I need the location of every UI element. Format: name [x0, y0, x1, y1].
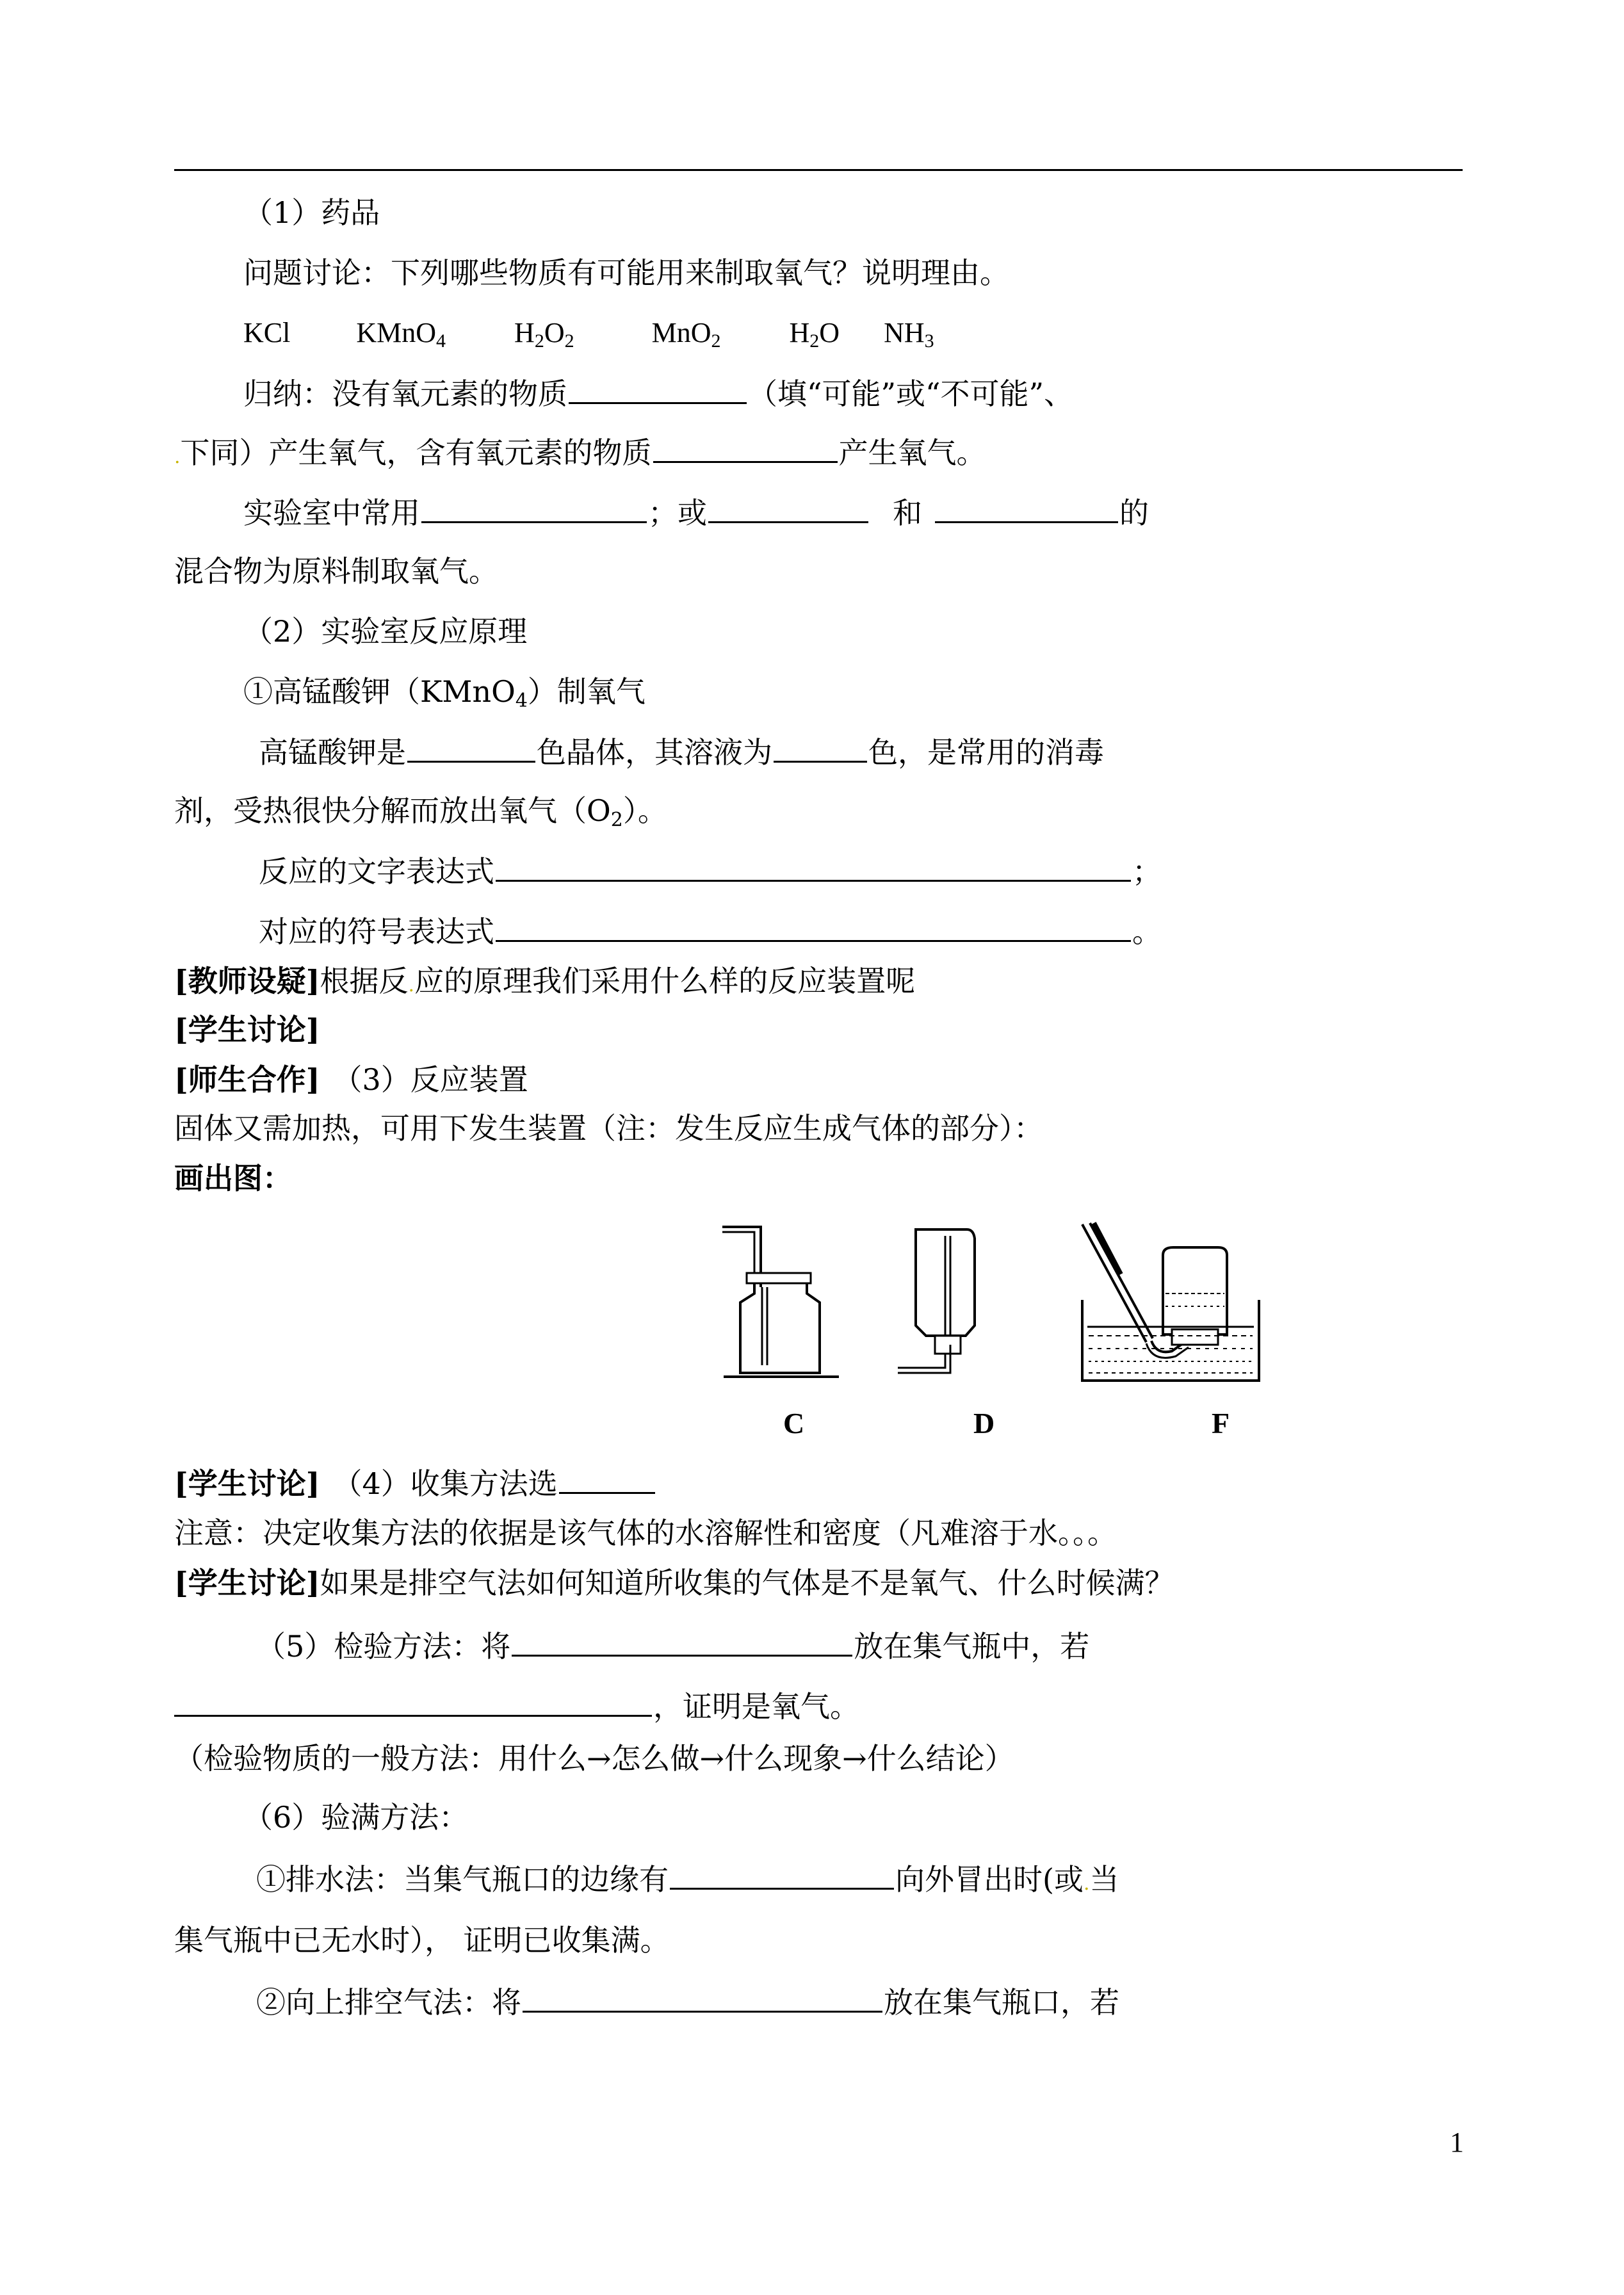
figure-label-d: D: [973, 1407, 995, 1439]
apparatus-d-figure: [897, 1223, 1005, 1390]
water-method-line: ①排水法：当集气瓶口的边缘有 向外冒出时(或.当: [256, 1860, 1119, 1903]
blank-crystal-color[interactable]: [407, 733, 535, 763]
water-method-end: 集气瓶中已无水时）， 证明已收集满。: [174, 1923, 670, 1958]
test-method-line: （5）检验方法：将 放在集气瓶中，若: [256, 1626, 1089, 1666]
section-drugs: （1）药品: [243, 195, 380, 230]
blank-common-1[interactable]: [421, 493, 647, 523]
apparatus-f-figure: [1076, 1217, 1268, 1390]
decompose-line: 剂，受热很快分解而放出氧气$(O_2)$。: [174, 793, 667, 831]
draw-label: 画出图：: [174, 1161, 292, 1196]
page-number: 1: [1450, 2127, 1464, 2158]
figure-label-f: F: [1212, 1407, 1230, 1439]
blank-common-3[interactable]: [935, 493, 1118, 523]
summary-line-1: 归纳：没有氧元素的物质 （填“可能”或“不可能”、: [243, 374, 1073, 413]
general-method-note: （检验物质的一般方法：用什么→怎么做→什么现象→什么结论）: [174, 1741, 1014, 1776]
substance-list: KCl KMnO$_4$ $H_2O_2$ MnO$_2$ $H_2O$ $NH_3$: [243, 317, 934, 352]
upward-air-method-line: ②向上排空气法：将 放在集气瓶口，若: [256, 1983, 1119, 2022]
cooperation-line: [师生合作] （3）反应装置: [174, 1062, 528, 1097]
symbol-equation-line: 对应的符号表达式 。: [259, 912, 1162, 951]
blank-air-test-item[interactable]: [523, 1983, 882, 2013]
student-discussion-1: [学生讨论]: [174, 1012, 320, 1047]
blank-collection-method[interactable]: [559, 1464, 655, 1494]
discussion-question: 问题讨论：下列哪些物质有可能用来制取氧气？说明理由。: [243, 255, 1009, 290]
apparatus-c-figure: [717, 1223, 845, 1390]
kmno4-description: 高锰酸钾是 色晶体，其溶液为 色，是常用的消毒: [259, 733, 1104, 772]
section-full-check: （6）验满方法：: [243, 1800, 469, 1835]
word-equation-line: 反应的文字表达式 ；: [259, 852, 1162, 891]
mixture-line: 混合物为原料制取氧气。: [174, 554, 498, 588]
collection-note: 注意：决定收集方法的依据是该气体的水溶解性和密度（凡难溶于水。。。: [174, 1516, 1117, 1550]
yellow-mark: .: [174, 446, 181, 468]
header-rule: [174, 169, 1463, 171]
collection-method-line: [学生讨论] （4）收集方法选: [174, 1464, 656, 1503]
blank-no-oxygen[interactable]: [569, 374, 747, 404]
section-principle: （2）实验室反应原理: [243, 614, 528, 649]
common-materials-line: 实验室中常用 ；或 和 的: [243, 493, 1149, 532]
blank-common-2[interactable]: [708, 493, 868, 523]
figure-label-c: C: [783, 1407, 805, 1439]
test-result-line: ，证明是氧气。: [174, 1687, 859, 1726]
blank-solution-color[interactable]: [774, 733, 867, 763]
blank-with-oxygen[interactable]: [653, 433, 838, 463]
student-discussion-2: [学生讨论]如果是排空气法如何知道所收集的气体是不是氧气、什么时候满？: [174, 1566, 1174, 1600]
blank-test-result[interactable]: [174, 1687, 652, 1717]
apparatus-note: 固体又需加热，可用下发生装置（注：发生反应生成气体的部分）：: [174, 1111, 1043, 1146]
kmno4-heading: ①高锰酸钾（KMnO$_4$）制氧气: [243, 674, 646, 712]
summary-line-2: .下同）产生氧气，含有氧元素的物质 产生氧气。: [174, 433, 986, 476]
blank-water-bubbles[interactable]: [670, 1860, 894, 1890]
blank-word-equation[interactable]: [496, 852, 1131, 882]
blank-symbol-equation[interactable]: [496, 912, 1131, 942]
teacher-question: [教师设疑]根据反.应的原理我们采用什么样的反应装置呢: [174, 964, 916, 998]
blank-test-item[interactable]: [512, 1626, 852, 1657]
